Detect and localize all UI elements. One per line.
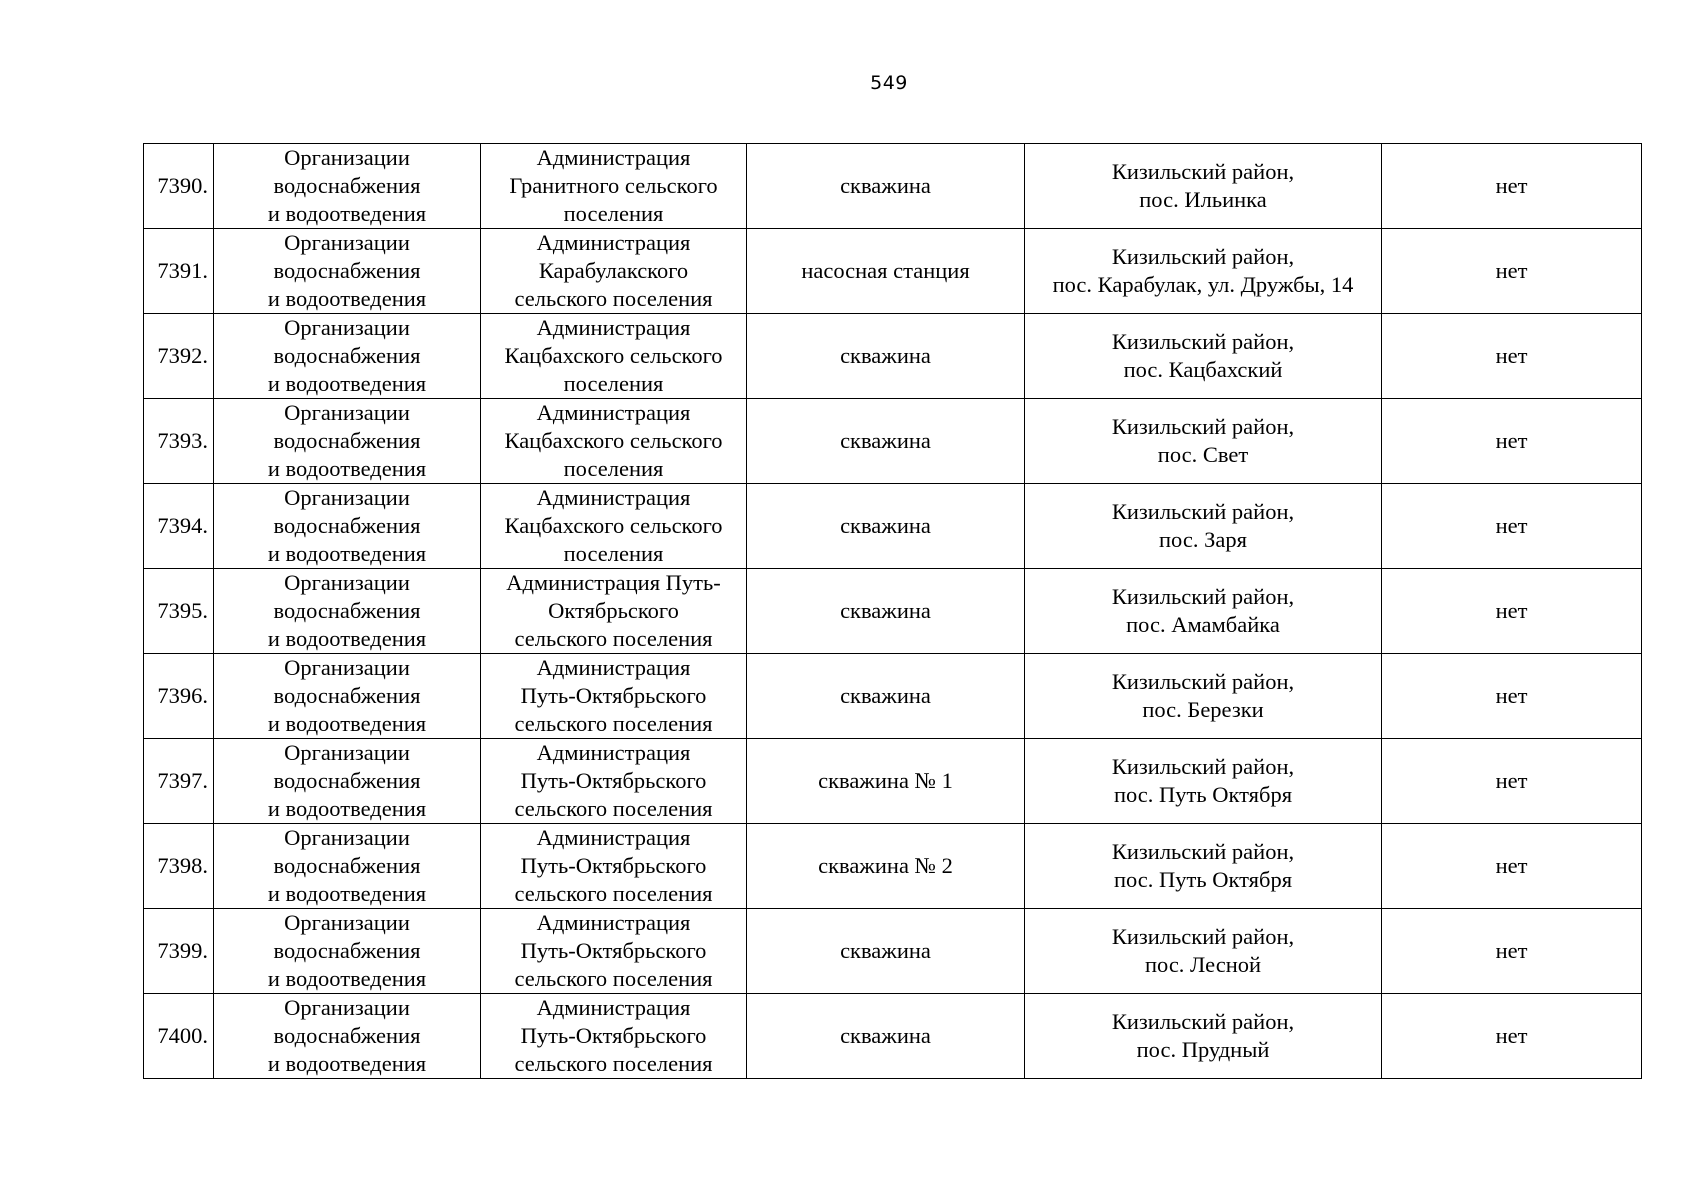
administration-line: Администрация: [536, 400, 691, 425]
organization-type-line: Организации: [284, 145, 410, 170]
administration-line: сельского поселения: [514, 711, 713, 736]
status-cell: нет: [1382, 654, 1642, 739]
status-cell: нет: [1382, 994, 1642, 1079]
address-cell: [1025, 314, 1382, 399]
address-line: Кизильский район,: [1111, 159, 1295, 184]
row-number-cell: 7394.: [144, 484, 214, 569]
organization-type-line: водоснабжения: [273, 428, 421, 453]
administration-line: Карабулакского: [538, 258, 689, 283]
address-line: пос. Лесной: [1144, 952, 1262, 977]
registry-table-body: [144, 144, 1642, 1079]
organization-type-line: и водоотведения: [267, 371, 427, 396]
address-line: Кизильский район,: [1111, 499, 1295, 524]
administration-line: Путь-Октябрьского: [520, 683, 707, 708]
administration-line: сельского поселения: [514, 626, 713, 651]
address-line: пос. Карабулак, ул. Дружбы, 14: [1052, 272, 1354, 297]
administration-cell: [481, 739, 747, 824]
organization-type-line: водоснабжения: [273, 513, 421, 538]
administration-line: Октябрьского: [548, 598, 679, 623]
organization-type-cell: [214, 654, 481, 739]
address-cell: [1025, 654, 1382, 739]
address-cell: [1025, 824, 1382, 909]
administration-line: Администрация: [536, 230, 691, 255]
table-row: [144, 909, 1642, 994]
row-number-cell: 7400.: [144, 994, 214, 1079]
object-type-cell: скважина № 1: [747, 739, 1025, 824]
administration-line: сельского поселения: [514, 796, 713, 821]
table-row: [144, 654, 1642, 739]
object-type-cell: скважина № 2: [747, 824, 1025, 909]
address-line: Кизильский район,: [1111, 754, 1295, 779]
row-number-cell: 7398.: [144, 824, 214, 909]
organization-type-line: и водоотведения: [267, 711, 427, 736]
status-cell: нет: [1382, 484, 1642, 569]
address-line: Кизильский район,: [1111, 584, 1295, 609]
administration-line: поселения: [563, 201, 664, 226]
administration-line: Кацбахского сельского: [504, 343, 723, 368]
table-row: [144, 144, 1642, 229]
administration-line: поселения: [563, 456, 664, 481]
administration-cell: [481, 484, 747, 569]
organization-type-line: и водоотведения: [267, 881, 427, 906]
organization-type-line: Организации: [284, 485, 410, 510]
administration-line: Администрация: [536, 825, 691, 850]
organization-type-line: водоснабжения: [273, 938, 421, 963]
organization-type-line: Организации: [284, 400, 410, 425]
organization-type-line: Организации: [284, 230, 410, 255]
administration-line: Путь-Октябрьского: [520, 853, 707, 878]
address-cell: [1025, 399, 1382, 484]
row-number-cell: 7393.: [144, 399, 214, 484]
table-row: [144, 229, 1642, 314]
address-line: пос. Свет: [1157, 442, 1249, 467]
organization-type-cell: [214, 484, 481, 569]
administration-cell: [481, 654, 747, 739]
organization-type-line: водоснабжения: [273, 683, 421, 708]
organization-type-line: водоснабжения: [273, 768, 421, 793]
administration-cell: [481, 399, 747, 484]
address-cell: [1025, 909, 1382, 994]
administration-line: Администрация: [536, 485, 691, 510]
address-line: Кизильский район,: [1111, 329, 1295, 354]
table-row: [144, 484, 1642, 569]
administration-line: сельского поселения: [514, 1051, 713, 1076]
row-number-cell: 7396.: [144, 654, 214, 739]
object-type-cell: скважина: [747, 569, 1025, 654]
row-number-cell: 7391.: [144, 229, 214, 314]
organization-type-line: водоснабжения: [273, 173, 421, 198]
organization-type-line: водоснабжения: [273, 1023, 421, 1048]
organization-type-line: Организации: [284, 825, 410, 850]
table-row: [144, 569, 1642, 654]
status-cell: нет: [1382, 229, 1642, 314]
table-row: [144, 314, 1642, 399]
address-line: Кизильский район,: [1111, 1009, 1295, 1034]
organization-type-line: и водоотведения: [267, 541, 427, 566]
address-line: пос. Ильинка: [1139, 187, 1267, 212]
status-cell: нет: [1382, 314, 1642, 399]
organization-type-cell: [214, 144, 481, 229]
organization-type-cell: [214, 229, 481, 314]
organization-type-line: Организации: [284, 655, 410, 680]
administration-cell: [481, 144, 747, 229]
address-line: пос. Заря: [1159, 527, 1247, 552]
administration-line: сельского поселения: [514, 966, 713, 991]
object-type-cell: скважина: [747, 399, 1025, 484]
organization-type-line: водоснабжения: [273, 258, 421, 283]
administration-line: Гранитного сельского: [509, 173, 718, 198]
organization-type-cell: [214, 824, 481, 909]
page-number: 549: [870, 72, 908, 94]
organization-type-cell: [214, 569, 481, 654]
object-type-cell: скважина: [747, 909, 1025, 994]
row-number-cell: 7395.: [144, 569, 214, 654]
administration-cell: [481, 314, 747, 399]
address-line: Кизильский район,: [1111, 924, 1295, 949]
organization-type-line: и водоотведения: [267, 966, 427, 991]
address-line: Кизильский район,: [1111, 669, 1295, 694]
administration-cell: [481, 229, 747, 314]
address-line: пос. Амамбайка: [1126, 612, 1280, 637]
row-number-cell: 7390.: [144, 144, 214, 229]
administration-cell: [481, 909, 747, 994]
administration-line: Администрация: [536, 655, 691, 680]
address-line: пос. Кацбахский: [1123, 357, 1283, 382]
status-cell: нет: [1382, 739, 1642, 824]
administration-line: Администрация: [536, 995, 691, 1020]
address-line: Кизильский район,: [1111, 839, 1295, 864]
address-line: пос. Березки: [1142, 697, 1264, 722]
table-row: [144, 824, 1642, 909]
administration-line: сельского поселения: [514, 881, 713, 906]
object-type-cell: насосная станция: [747, 229, 1025, 314]
administration-line: Администрация Путь-: [506, 570, 721, 595]
administration-cell: [481, 824, 747, 909]
row-number-cell: 7392.: [144, 314, 214, 399]
object-type-cell: скважина: [747, 144, 1025, 229]
address-cell: [1025, 569, 1382, 654]
administration-line: Администрация: [536, 910, 691, 935]
administration-line: поселения: [563, 541, 664, 566]
registry-table: [143, 143, 1642, 1079]
administration-line: поселения: [563, 371, 664, 396]
address-cell: [1025, 994, 1382, 1079]
organization-type-line: водоснабжения: [273, 598, 421, 623]
organization-type-cell: [214, 909, 481, 994]
administration-line: Путь-Октябрьского: [520, 1023, 707, 1048]
administration-line: Администрация: [536, 740, 691, 765]
row-number-cell: 7399.: [144, 909, 214, 994]
administration-line: сельского поселения: [514, 286, 713, 311]
organization-type-line: и водоотведения: [267, 286, 427, 311]
address-line: Кизильский район,: [1111, 244, 1295, 269]
status-cell: нет: [1382, 144, 1642, 229]
organization-type-line: Организации: [284, 740, 410, 765]
table-row: [144, 399, 1642, 484]
organization-type-line: и водоотведения: [267, 626, 427, 651]
administration-line: Администрация: [536, 315, 691, 340]
object-type-cell: скважина: [747, 654, 1025, 739]
administration-cell: [481, 994, 747, 1079]
address-line: пос. Путь Октября: [1113, 782, 1293, 807]
organization-type-line: Организации: [284, 995, 410, 1020]
administration-line: Администрация: [536, 145, 691, 170]
status-cell: нет: [1382, 909, 1642, 994]
organization-type-line: Организации: [284, 910, 410, 935]
address-cell: [1025, 229, 1382, 314]
object-type-cell: скважина: [747, 314, 1025, 399]
status-cell: нет: [1382, 824, 1642, 909]
address-line: Кизильский район,: [1111, 414, 1295, 439]
administration-cell: [481, 569, 747, 654]
organization-type-cell: [214, 994, 481, 1079]
row-number-cell: 7397.: [144, 739, 214, 824]
administration-line: Путь-Октябрьского: [520, 768, 707, 793]
status-cell: нет: [1382, 569, 1642, 654]
object-type-cell: скважина: [747, 994, 1025, 1079]
organization-type-line: и водоотведения: [267, 201, 427, 226]
table-row: [144, 994, 1642, 1079]
address-cell: [1025, 144, 1382, 229]
organization-type-line: водоснабжения: [273, 853, 421, 878]
object-type-cell: скважина: [747, 484, 1025, 569]
organization-type-line: Организации: [284, 315, 410, 340]
organization-type-line: и водоотведения: [267, 1051, 427, 1076]
administration-line: Кацбахского сельского: [504, 513, 723, 538]
address-line: пос. Путь Октября: [1113, 867, 1293, 892]
organization-type-line: и водоотведения: [267, 456, 427, 481]
organization-type-line: и водоотведения: [267, 796, 427, 821]
address-cell: [1025, 484, 1382, 569]
table-row: [144, 739, 1642, 824]
administration-line: Кацбахского сельского: [504, 428, 723, 453]
address-line: пос. Прудный: [1136, 1037, 1270, 1062]
organization-type-cell: [214, 314, 481, 399]
status-cell: нет: [1382, 399, 1642, 484]
organization-type-line: водоснабжения: [273, 343, 421, 368]
administration-line: Путь-Октябрьского: [520, 938, 707, 963]
address-cell: [1025, 739, 1382, 824]
organization-type-cell: [214, 739, 481, 824]
organization-type-cell: [214, 399, 481, 484]
organization-type-line: Организации: [284, 570, 410, 595]
